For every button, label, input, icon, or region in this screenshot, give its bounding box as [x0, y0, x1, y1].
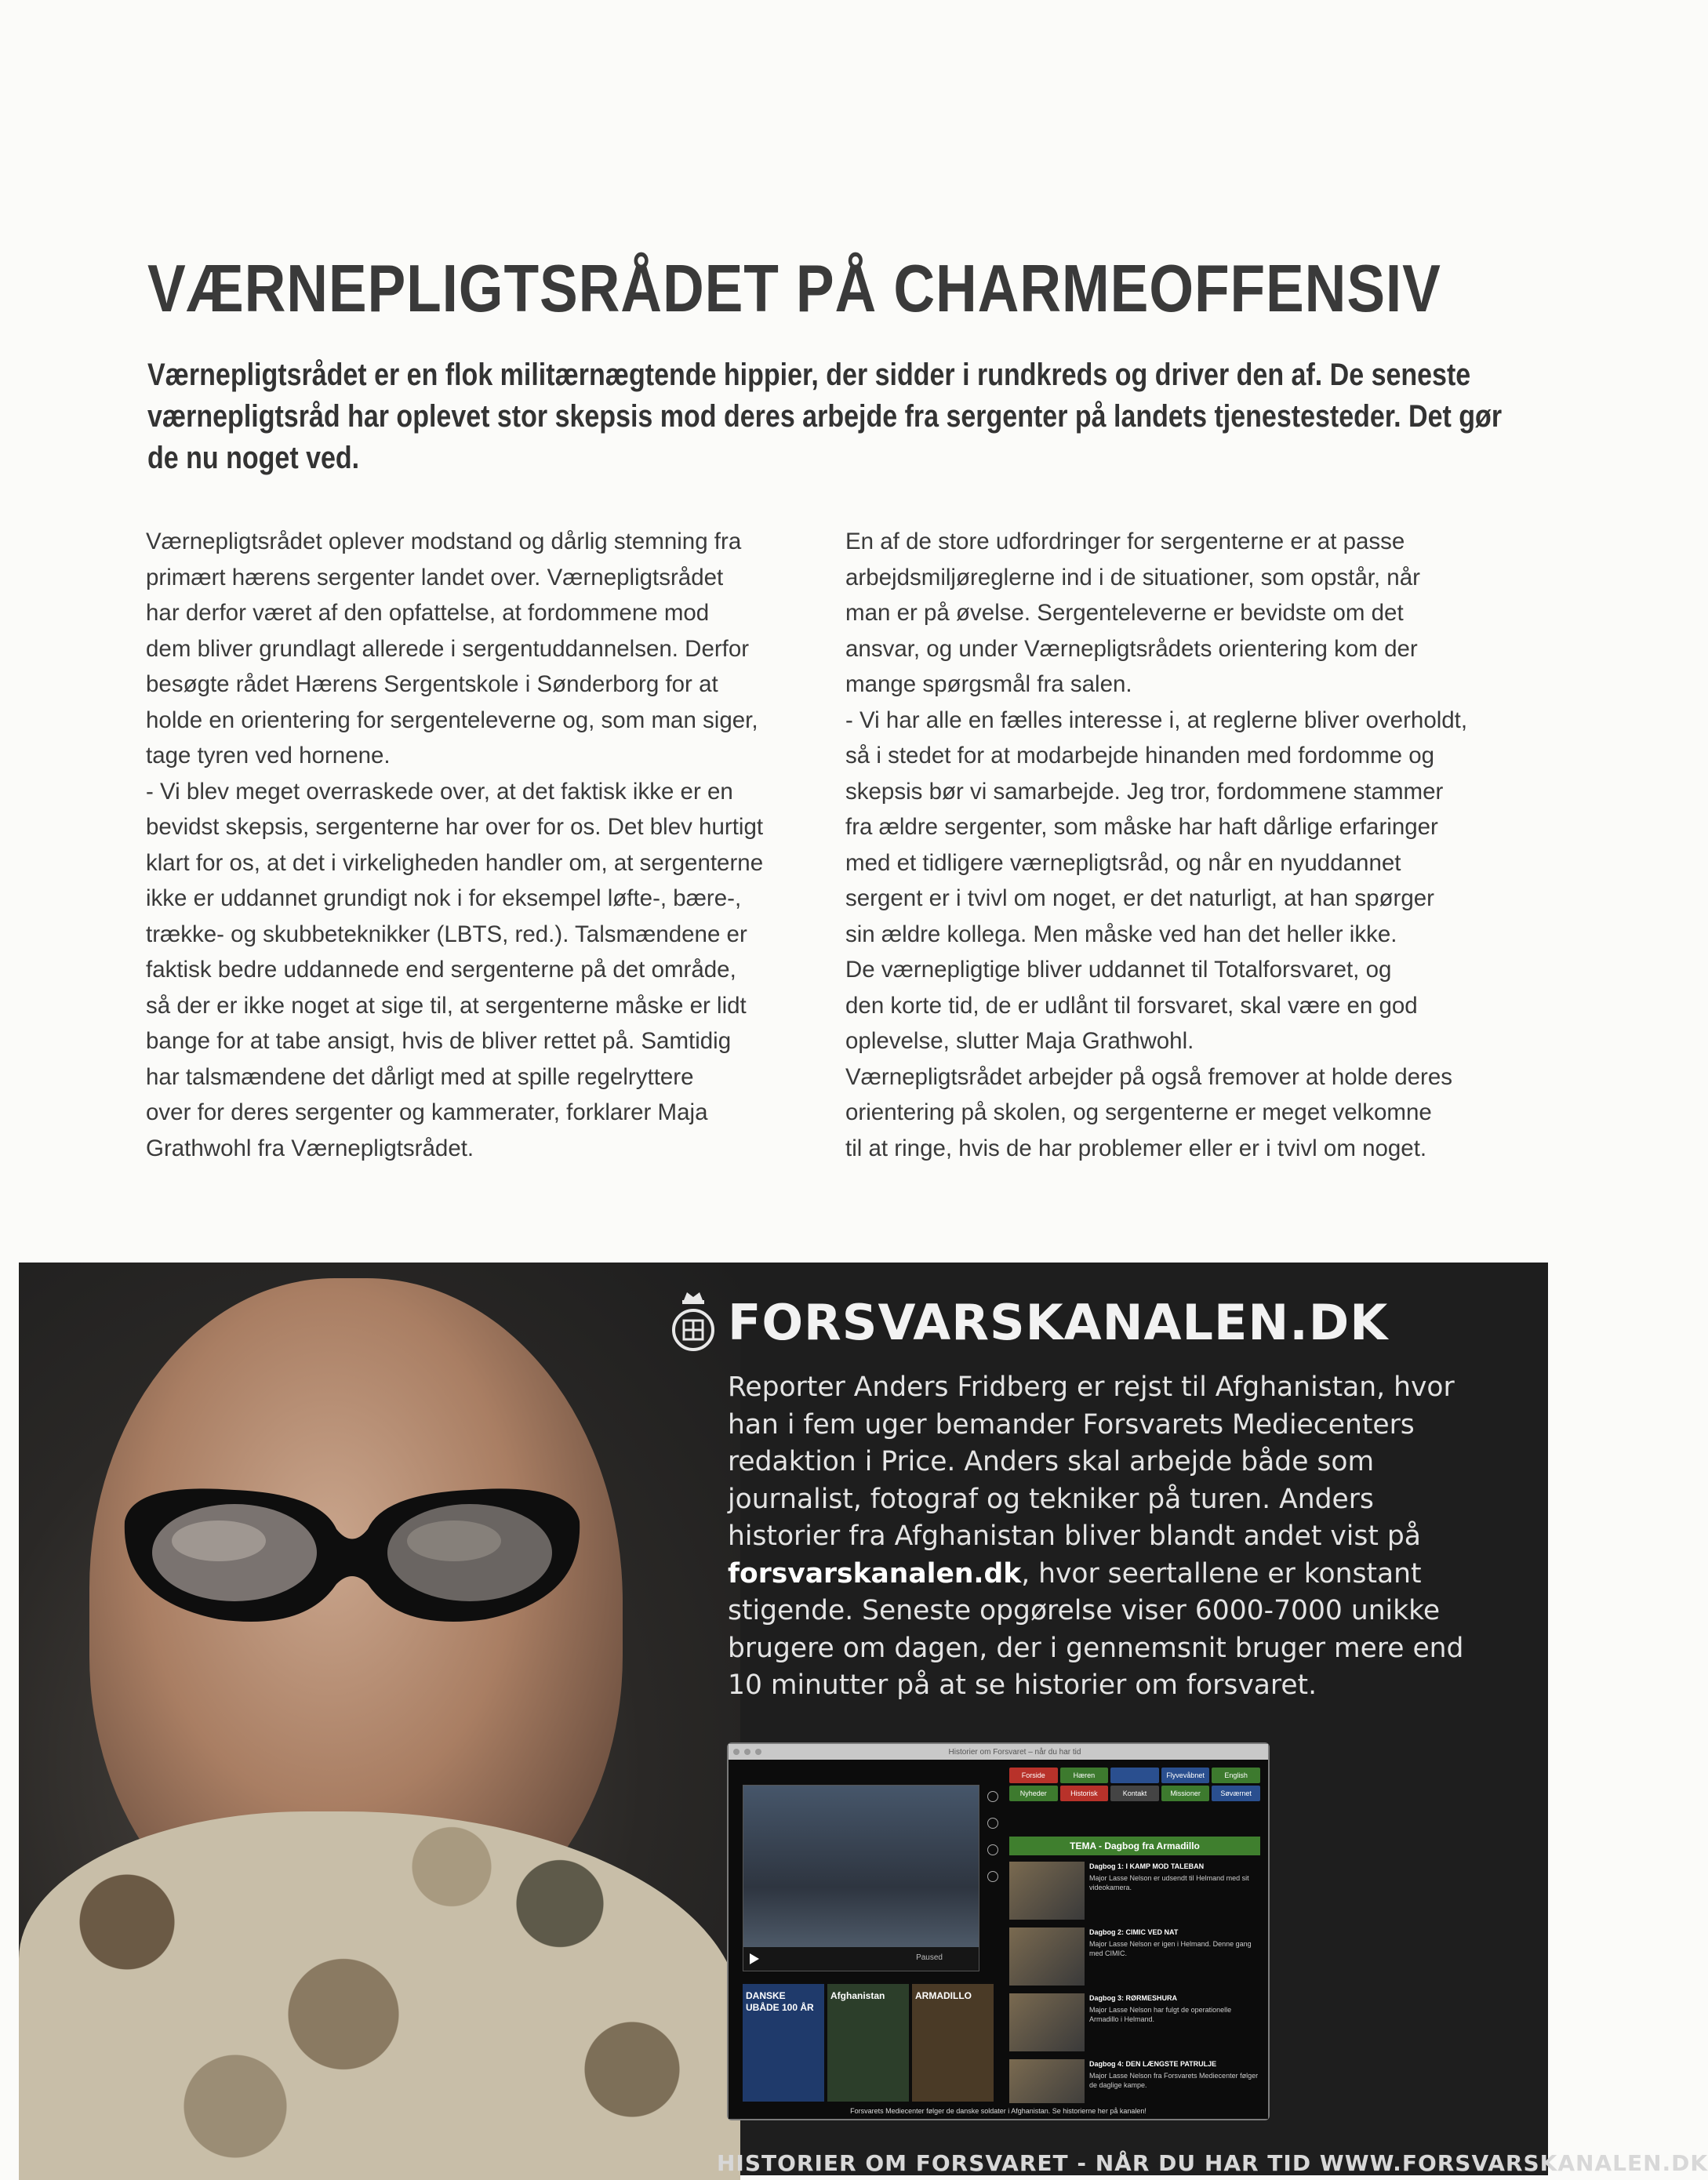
window-title: Historier om Forsvaret – når du har tid: [948, 1747, 1081, 1757]
diary-thumbnail: [1009, 1862, 1085, 1920]
embed-icon: [987, 1844, 998, 1855]
diary-thumbnail: [1009, 1993, 1085, 2051]
nav-button[interactable]: Søværnet: [1212, 1786, 1260, 1801]
browser-titlebar: [729, 1744, 1268, 1760]
diary-title: Dagbog 1: I KAMP MOD TALEBAN: [1089, 1862, 1205, 1870]
nav-button[interactable]: Hæren: [1060, 1768, 1109, 1783]
diary-summary: Major Lasse Nelson er igen i Helmand. Denne gang med CIMIC.: [1089, 1940, 1252, 1957]
nav-button[interactable]: Forside: [1009, 1768, 1058, 1783]
ad-text-part: , hvor seertallene er konstant stigende. Seneste opgørelse viser 6000-7000 unikke brugere om dagen, der i gennemsnit bruger mere end 10 minutter på at se historier om forsvaret.: [728, 1557, 1464, 1701]
diary-thumbnail: [1009, 1927, 1085, 1986]
website-screenshot: [727, 1742, 1270, 2120]
article-title: VÆRNEPLIGTSRÅDET PÅ CHARMEOFFENSIV: [147, 252, 1441, 326]
diary-entry[interactable]: [1009, 1927, 1260, 1989]
site-navigation: [1009, 1768, 1260, 1804]
nav-button[interactable]: Nyheder: [1009, 1786, 1058, 1801]
nav-button[interactable]: Missioner: [1161, 1786, 1210, 1801]
window-close-icon: [733, 1749, 740, 1755]
diary-title: Dagbog 3: RØRMESHURA: [1089, 1994, 1177, 2002]
diary-title: Dagbog 4: DEN LÆNGSTE PATRULJE: [1089, 2060, 1217, 2068]
article-column-left: Værnepligtsrådet oplever modstand og dårlig stemning fra primært hærens sergenter landet over. Værnepligtsrådet har derfor været af den opfattelse, at fordommene mod dem bliver grundlagt allerede i sergentuddannelsen. Derfor besøgte rådet Hærens Sergentskole i Sønderborg for at holde en orientering for sergenteleverne og, som man siger, tage tyren ved hornene. - Vi blev meget overraskede over, at det faktisk ikke er en bevidst skepsis, sergenterne har over for os. Det blev hurtigt klart for os, at det i virkeligheden handler om, at sergenterne ikke er uddannet grundigt nok i for eksempel løfte-, bære-, trække- og skubbeteknikker (LBTS, red.). Talsmændene er faktisk bedre uddannede end sergenterne på det område, så der er ikke noget at sige til, at sergenterne måske er lidt bange for at tabe ansigt, hvis de bliver rettet på. Samtidig har talsmændene det dårligt med at spille regelryttere over for deres sergenter og kammerater, forklarer Maja Grathwohl fra Værnepligtsrådet.: [146, 529, 764, 1161]
diary-summary: Major Lasse Nelson har fulgt de operationelle Armadillo i Helmand.: [1089, 2006, 1232, 2023]
soldier-photo: [19, 1263, 740, 2175]
ad-title: FORSVARSKANALEN.DK: [728, 1294, 1389, 1351]
feature-tiles: [743, 1984, 994, 2102]
window-minimize-icon: [744, 1749, 750, 1755]
play-icon: [750, 1953, 759, 1964]
diary-entry[interactable]: [1009, 1993, 1260, 2055]
diary-title: Dagbog 2: CIMIC VED NAT: [1089, 1928, 1179, 1936]
diary-text: [1089, 1927, 1260, 1989]
nav-button[interactable]: Historisk: [1060, 1786, 1109, 1801]
feature-tile[interactable]: ARMADILLO: [912, 1984, 994, 2102]
video-caption: Paused: [916, 1953, 943, 1962]
player-side-icons: [987, 1791, 1000, 1898]
diary-entry[interactable]: [1009, 1862, 1260, 1923]
article-lede: Værnepligtsrådet er en flok militærnægtende hippier, der sidder i rundkreds og driver den af. De seneste værnepligtsråd har oplevet stor skepsis mod deres arbejde fra sergenter på landets tjenestesteder. Det gør de nu noget ved.: [147, 358, 1503, 475]
email-icon: [987, 1818, 998, 1829]
ad-link-text[interactable]: forsvarskanalen.dk: [728, 1557, 1022, 1590]
diary-summary: Major Lasse Nelson er udsendt til Helmand med sit videokamera.: [1089, 1874, 1249, 1891]
diary-summary: Major Lasse Nelson fra Forsvarets Mediecenter følger de daglige kampe.: [1089, 2072, 1259, 2089]
video-controls: [743, 1947, 979, 1971]
article-column-right: En af de store udfordringer for sergenterne er at passe arbejdsmiljøreglerne ind i de situationer, som opstår, når man er på øvelse. Sergenteleverne er bevidste om det ansvar, og under Værnepligtsrådets orientering kom der mange spørgsmål fra salen. - Vi har alle en fælles interesse i, at reglerne bliver overholdt, så i stedet for at modarbejde hinanden med fordomme og skepsis bør vi samarbejde. Jeg tror, fordommene stammer fra ældre sergenter, som måske har haft dårlige erfaringer med et tidligere værnepligtsråd, og når en nyuddannet sergent er i tvivl om noget, er det naturligt, at han spørger sin ældre kollega. Men måske ved han det heller ikke. De værnepligtige bliver uddannet til Totalforsvaret, og den korte tid, de er udlånt til forsvaret, skal være en god oplevelse, slutter Maja Grathwohl. Værnepligtsrådet arbejder på også fremover at holde deres orientering på skolen, og sergenterne er meget velkomne til at ringe, hvis de har problemer eller er i tvivl om noget.: [845, 529, 1468, 1161]
diary-text: [1089, 1862, 1260, 1923]
nav-button[interactable]: English: [1212, 1768, 1260, 1783]
nav-button[interactable]: Flyvevåbnet: [1161, 1768, 1210, 1783]
nav-row: [1009, 1786, 1260, 1801]
goggles-icon: [117, 1474, 587, 1639]
tema-banner: TEMA - Dagbog fra Armadillo: [1009, 1837, 1260, 1855]
video-player: [743, 1785, 979, 1971]
window-zoom-icon: [755, 1749, 761, 1755]
nav-row: [1009, 1768, 1260, 1783]
diary-list: [1009, 1862, 1260, 2125]
royal-crest-icon: [670, 1289, 717, 1355]
nav-button[interactable]: Kontakt: [1110, 1786, 1159, 1801]
diary-text: [1089, 1993, 1260, 2055]
forsvarskanalen-ad: [19, 1263, 1708, 2176]
feature-tile[interactable]: Afghanistan: [827, 1984, 909, 2102]
share-icon: [987, 1791, 998, 1802]
feature-tile[interactable]: DANSKE UBÅDE 100 ÅR: [743, 1984, 824, 2102]
ad-text-part: Reporter Anders Fridberg er rejst til Afghanistan, hvor han i fem uger bemander Forsvarets Mediecenters redaktion i Price. Anders skal arbejde både som journalist, fotograf og tekniker på turen. Anders historier fra Afghanistan bliver blandt andet vist på: [728, 1372, 1455, 1552]
ad-bottom-strip: HISTORIER OM FORSVARET - NÅR DU HAR TID WWW.FORSVARSKANALEN.DK: [717, 2150, 1708, 2176]
camouflage-uniform: [19, 1811, 740, 2180]
ad-text: [728, 1369, 1481, 1705]
fullscreen-icon: [987, 1871, 998, 1882]
nav-button[interactable]: [1110, 1768, 1159, 1783]
site-footer: Forsvarets Mediecenter følger de danske soldater i Afghanistan. Se historierne her på kanalen!: [729, 2103, 1268, 2119]
